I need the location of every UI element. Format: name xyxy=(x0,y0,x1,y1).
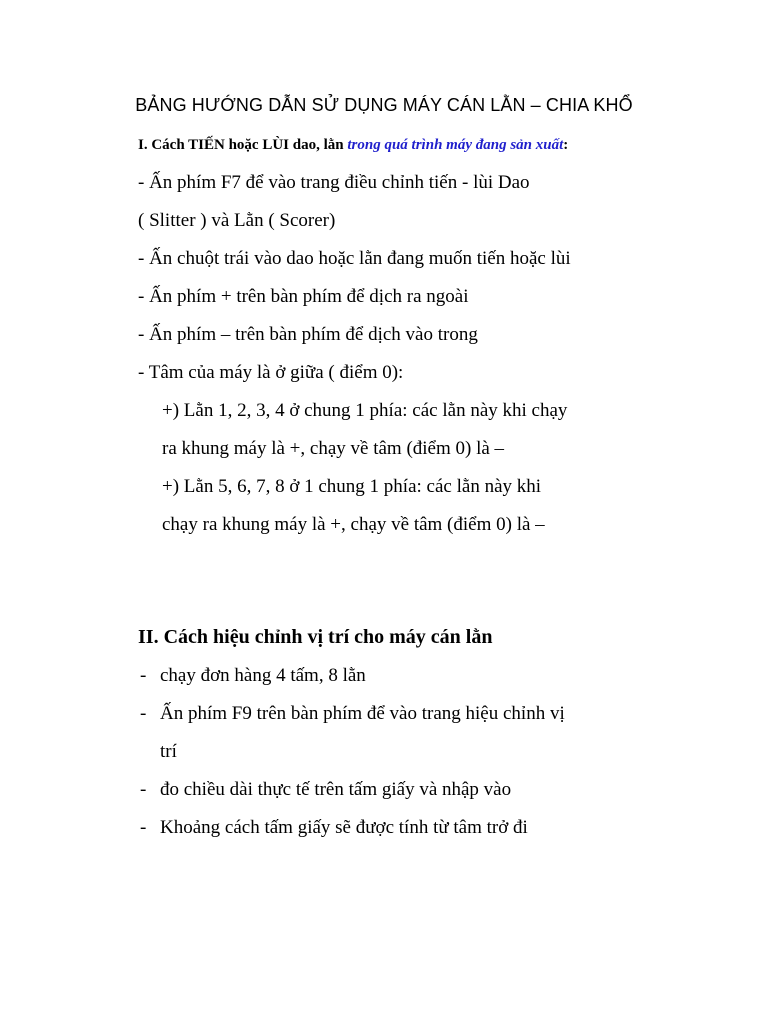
section1-line-7: +) Lằn 1, 2, 3, 4 ở chung 1 phía: các lằn này khi chạy xyxy=(162,400,568,421)
section2-item-4: Khoảng cách tấm giấy sẽ được tính từ tâm trở đi xyxy=(160,817,528,838)
section1-line-9: +) Lằn 5, 6, 7, 8 ở 1 chung 1 phía: các lằn này khi xyxy=(162,476,542,497)
section1-heading-end: : xyxy=(563,137,569,153)
section1-line-6: - Tâm của máy là ở giữa ( điểm 0): xyxy=(138,362,404,383)
section2-item-2-cont: trí xyxy=(160,741,177,762)
section2-item-2: Ấn phím F9 trên bàn phím để vào trang hiệu chỉnh vị xyxy=(160,703,565,724)
section1-line-4: - Ấn phím + trên bàn phím để dịch ra ngoài xyxy=(138,286,469,307)
section2-heading: II. Cách hiệu chỉnh vị trí cho máy cán lằn xyxy=(138,626,493,648)
section1-line-3: - Ấn chuột trái vào dao hoặc lằn đang muốn tiến hoặc lùi xyxy=(138,248,571,269)
section1-line-2: ( Slitter ) và Lằn ( Scorer) xyxy=(138,210,336,231)
list-bullet: - xyxy=(140,703,147,724)
list-bullet: - xyxy=(140,779,147,800)
section1-line-10: chạy ra khung máy là +, chạy về tâm (điểm 0) là – xyxy=(162,514,545,535)
section2-item-3: đo chiều dài thực tế trên tấm giấy và nhập vào xyxy=(160,779,512,800)
section2-item-1: chạy đơn hàng 4 tấm, 8 lằn xyxy=(160,665,366,686)
section1-heading-bold: I. Cách TIẾN hoặc LÙI dao, lằn xyxy=(138,137,348,153)
list-bullet: - xyxy=(140,817,147,838)
document-title: BẢNG HƯỚNG DẪN SỬ DỤNG MÁY CÁN LẰN – CHIA KHỔ xyxy=(135,95,633,115)
section1-heading-italic: trong quá trình máy đang sản xuất xyxy=(347,137,564,153)
section1-line-8: ra khung máy là +, chạy về tâm (điểm 0) là – xyxy=(162,438,505,459)
section1-heading xyxy=(138,133,568,157)
list-bullet: - xyxy=(140,665,147,686)
section1-line-1: - Ấn phím F7 để vào trang điều chỉnh tiến - lùi Dao xyxy=(138,172,530,193)
section1-line-5: - Ấn phím – trên bàn phím để dịch vào trong xyxy=(138,324,478,345)
